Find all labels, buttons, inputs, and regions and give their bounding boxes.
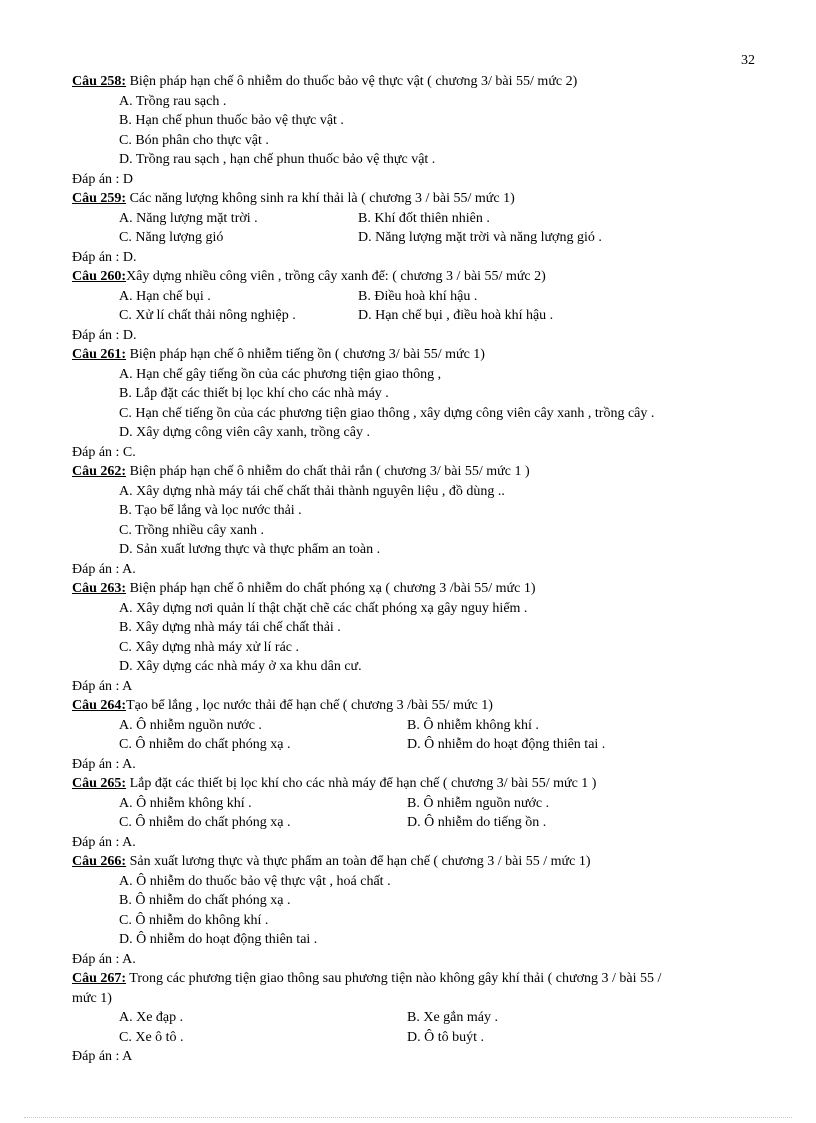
question-number: Câu 258:	[72, 74, 127, 89]
question-number: Câu 264:	[72, 698, 127, 713]
question-262	[72, 462, 772, 579]
question-264	[72, 696, 772, 774]
option-c: C. Xe ô tô .	[119, 1029, 184, 1045]
option-row	[72, 287, 772, 307]
option-b: B. Ô nhiễm do chất phóng xạ .	[119, 893, 291, 908]
question-260	[72, 267, 772, 345]
option-d: D. Xây dựng các nhà máy ở xa khu dân cư.	[119, 659, 362, 674]
question-line	[72, 189, 772, 209]
option-d: D. Hạn chế bụi , điều hoà khí hậu .	[358, 308, 554, 323]
question-text: Xây dựng nhiều công viên , trồng cây xanh để: ( chương 3 / bài 55/ mức 2)	[126, 269, 546, 284]
answer: Đáp án : D	[72, 171, 134, 187]
question-number: Câu 260:	[72, 269, 127, 284]
question-line	[72, 72, 772, 92]
question-number: Câu 265:	[72, 776, 127, 791]
option-c: C. Bón phân cho thực vật .	[119, 132, 269, 148]
option-a: A. Trồng rau sạch .	[119, 93, 227, 109]
question-263	[72, 579, 772, 696]
answer: Đáp án : D.	[72, 249, 137, 265]
option-d: D. Năng lượng mặt trời và năng lượng gió .	[358, 230, 602, 245]
option-d: D. Xây dựng công viên cây xanh, trồng cây .	[119, 425, 370, 440]
question-text: Biện pháp hạn chế ô nhiễm do chất phóng xạ ( chương 3 /bài 55/ mức 1)	[126, 581, 536, 596]
option-row	[72, 735, 772, 755]
question-number: Câu 261:	[72, 347, 127, 362]
option-a: A. Xe đạp .	[119, 1010, 184, 1025]
option-c: C. Ô nhiễm do chất phóng xạ .	[119, 815, 291, 830]
option-b: B. Tạo bể lắng và lọc nước thải .	[119, 503, 302, 518]
option-b: B. Xe gắn máy .	[407, 1010, 498, 1025]
option-c: C. Xây dựng nhà máy xử lí rác .	[119, 639, 300, 655]
question-line	[72, 579, 772, 599]
question-text: Sản xuất lương thực và thực phẩm an toàn để hạn chế ( chương 3 / bài 55 / mức 1)	[126, 854, 591, 869]
option-row	[72, 1028, 772, 1048]
question-line	[72, 696, 772, 716]
question-261	[72, 345, 772, 462]
option-d: D. Trồng rau sạch , hạn chế phun thuốc bảo vệ thực vật .	[119, 152, 436, 167]
question-265	[72, 774, 772, 852]
option-a: A. Năng lượng mặt trời .	[119, 210, 258, 226]
question-number: Câu 262:	[72, 464, 127, 479]
option-a: A. Ô nhiễm do thuốc bảo vệ thực vật , hoá chất .	[119, 873, 391, 889]
answer: Đáp án : C.	[72, 444, 136, 460]
option-b: B. Ô nhiễm nguồn nước .	[407, 795, 550, 811]
option-row	[72, 794, 772, 814]
option-a: A. Xây dựng nhà máy tái chế chất thải thành nguyên liệu , đồ dùng ..	[119, 483, 505, 499]
question-258	[72, 72, 772, 189]
question-list	[72, 72, 772, 1067]
page-number: 32	[741, 53, 755, 68]
option-c: C. Ô nhiễm do không khí .	[119, 912, 269, 928]
question-text: Biện pháp hạn chế ô nhiễm do thuốc bảo vệ thực vật ( chương 3/ bài 55/ mức 2)	[126, 74, 578, 89]
question-line	[72, 969, 772, 989]
option-row	[72, 306, 772, 326]
option-a: A. Xây dựng nơi quản lí thật chặt chẽ các chất phóng xạ gây nguy hiểm .	[119, 600, 528, 616]
question-line	[72, 267, 772, 287]
option-d: D. Ô nhiễm do tiếng ồn .	[407, 815, 547, 830]
answer: Đáp án : A.	[72, 834, 136, 850]
option-b: B. Khí đốt thiên nhiên .	[358, 210, 490, 226]
option-a: A. Hạn chế gây tiếng ồn của các phương tiện giao thông ,	[119, 366, 442, 382]
question-number: Câu 259:	[72, 191, 127, 206]
answer: Đáp án : A.	[72, 561, 136, 577]
option-b: B. Hạn chế phun thuốc bảo vệ thực vật .	[119, 113, 344, 128]
option-row	[72, 716, 772, 736]
question-text: Các năng lượng không sinh ra khí thải là ( chương 3 / bài 55/ mức 1)	[126, 191, 515, 206]
option-a: A. Ô nhiễm nguồn nước .	[119, 717, 262, 733]
question-text: Tạo bể lắng , lọc nước thải để hạn chế ( chương 3 /bài 55/ mức 1)	[126, 698, 493, 713]
option-c: C. Năng lượng gió	[119, 230, 224, 245]
option-d: D. Ô nhiễm do hoạt động thiên tai .	[407, 737, 606, 752]
question-line	[72, 462, 772, 482]
question-line	[72, 774, 772, 794]
option-c: C. Trồng nhiều cây xanh .	[119, 522, 265, 538]
question-number: Câu 266:	[72, 854, 127, 869]
answer: Đáp án : A.	[72, 756, 136, 772]
question-text: Biện pháp hạn chế ô nhiễm tiếng ồn ( chương 3/ bài 55/ mức 1)	[126, 347, 485, 362]
option-d: D. Sản xuất lương thực và thực phẩm an toàn .	[119, 542, 381, 557]
option-row	[72, 228, 772, 248]
question-259	[72, 189, 772, 267]
option-a: A. Ô nhiễm không khí .	[119, 795, 252, 811]
question-267	[72, 969, 772, 1067]
question-266	[72, 852, 772, 969]
option-row	[72, 813, 772, 833]
question-line	[72, 852, 772, 872]
option-row	[72, 1008, 772, 1028]
option-d: D. Ô nhiễm do hoạt động thiên tai .	[119, 932, 318, 947]
option-b: B. Lắp đặt các thiết bị lọc khí cho các nhà máy .	[119, 386, 389, 401]
question-line	[72, 345, 772, 365]
answer: Đáp án : A.	[72, 951, 136, 967]
question-number: Câu 267:	[72, 971, 127, 986]
option-c: C. Hạn chế tiếng ồn của các phương tiện giao thông , xây dựng công viên cây xanh , trồng cây .	[119, 405, 655, 421]
question-text: Lắp đặt các thiết bị lọc khí cho các nhà máy để hạn chế ( chương 3/ bài 55/ mức 1 )	[126, 776, 597, 791]
question-number: Câu 263:	[72, 581, 127, 596]
page-bottom-divider	[24, 1117, 792, 1118]
question-text: Biện pháp hạn chế ô nhiễm do chất thải rắn ( chương 3/ bài 55/ mức 1 )	[126, 464, 530, 479]
answer: Đáp án : A	[72, 678, 133, 694]
option-d: D. Ô tô buýt .	[407, 1029, 484, 1045]
option-b: B. Ô nhiễm không khí .	[407, 717, 539, 733]
option-row	[72, 209, 772, 229]
option-c: C. Ô nhiễm do chất phóng xạ .	[119, 737, 291, 752]
option-c: C. Xử lí chất thải nông nghiệp .	[119, 308, 296, 323]
option-a: A. Hạn chế bụi .	[119, 288, 211, 304]
answer: Đáp án : A	[72, 1049, 133, 1064]
question-text: Trong các phương tiện giao thông sau phương tiện nào không gây khí thải ( chương 3 / bài 55 /	[126, 971, 662, 986]
answer: Đáp án : D.	[72, 327, 137, 343]
question-text-continued: mức 1)	[72, 990, 112, 1006]
option-b: B. Điều hoà khí hậu .	[358, 288, 478, 304]
option-b: B. Xây dựng nhà máy tái chế chất thải .	[119, 620, 341, 635]
